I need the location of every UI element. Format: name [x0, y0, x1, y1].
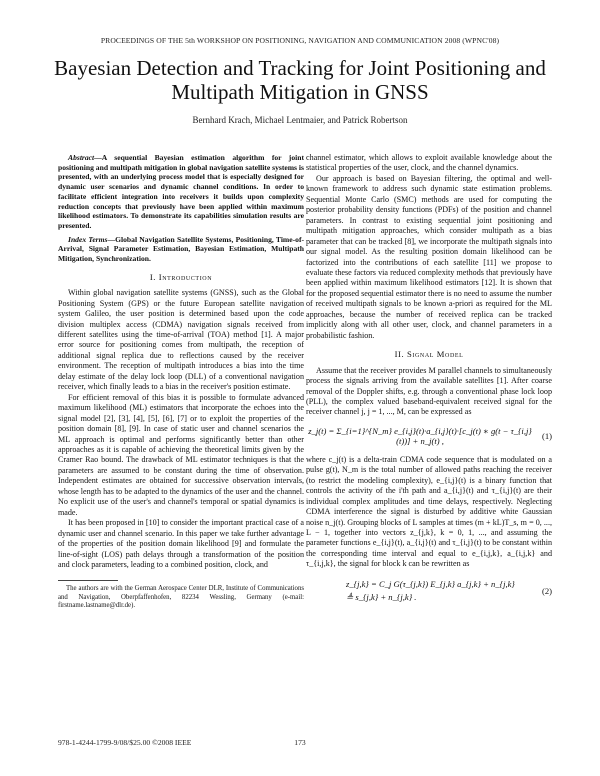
equation-2-line-1: z_{j,k} = C_j G(τ_{j,k}) E_{j,k} a_{j,k} + n_{j,k}	[346, 578, 515, 589]
equation-1	[306, 426, 552, 447]
proceedings-header: PROCEEDINGS OF THE 5th WORKSHOP ON POSITIONING, NAVIGATION AND COMMUNICATION 2008 (WPNC'08)	[100, 36, 500, 45]
model-paragraph-2: where c_j(t) is a delta-train CDMA code sequence that is modulated on a pulse g(t), N_m is the total number of allowed paths reaching the receiver (to restrict the modeling complexity), e_{i,j}(t) is a binary function that controls the activity of the i'th path and a_{i,j}(t) and τ_{i,j}(t) are their individual complex amplitudes and time delays, respectively. Neglecting CDMA interference the signal is disturbed by additive white Gaussian noise n_j(t). Grouping blocks of L samples at times (m + kL)T_s, m = 0, ..., L − 1, together into vectors z_{j,k}, k = 0, 1, ..., and assuming the parameter functions e_{i,j}(t), a_{i,j}(t) and τ_{i,j}(t) to be constant within the corresponding time interval and equal to e_{i,j,k}, a_{i,j,k} and τ_{i,j,k}, the signal for block k can be rewritten as	[306, 454, 552, 569]
equation-2-number: (2)	[541, 585, 552, 596]
model-paragraph-1: Assume that the receiver provides M parallel channels to simultaneously process the signals arriving from the available satellites [1]. After coarse removal of the Doppler shifts, e.g. through a conventional phase lock loop (PLL), the complex valued baseband-equivalent received signal for the receiver channel j, j = 1, ..., M, can be expressed as	[306, 365, 552, 417]
author-list: Bernhard Krach, Michael Lentmaier, and Patrick Robertson	[192, 115, 408, 125]
index-terms: Index Terms—Global Navigation Satellite Systems, Positioning, Time-of-Arrival, Signal Parameter Estimation, Bayesian Estimation, Multipath Mitigation, Synchronization.	[58, 234, 305, 264]
left-column	[58, 153, 304, 611]
intro-paragraph-2: For efficient removal of this bias it is possible to formulate advanced maximum likelihood (ML) estimators that incorporate the echoes into the signal model [2], [3], [4], [5], [6], [7] or to exploit the properties of the position domain [8], [9]. In case of static user and channel scenarios the ML approach is optimal and performs significantly better than other approaches as it is capable of achieving the theoretical limits given by the Cramer Rao bound. The drawback of ML estimator techniques is that the parameters are assumed to be constant during the time of observation. Independent estimates are obtained for successive observation intervals, whose length has to be adapted to the dynamics of the user and the channel. No explicit use of the user's and channel's temporal or spatial dynamics is made.	[58, 392, 304, 517]
copyright-line: 978-1-4244-1799-9/08/$25.00 ©2008 IEEE	[58, 738, 192, 747]
page-number: 173	[294, 738, 306, 747]
equation-2	[306, 578, 552, 604]
intro-paragraph-1: Within global navigation satellite systems (GNSS), such as the Global Positioning System (GPS) or the future European satellite navigation system Galileo, the user position is determined based upon the code division multiplex access (CDMA) navigation signals received from different satellites using the time-of-arrival (TOA) method [1]. A major error source for positioning comes from multipath, the reception of additional signal replica due to reflections caused by the receiver environment. The reception of multipath introduces a bias into the time delay estimate of the delay lock loop (DLL) of a conventional navigation receiver, which finally leads to a bias in the receiver's position estimate.	[58, 288, 304, 392]
section-signal-model-heading: II. Signal Model	[394, 349, 464, 360]
intro-paragraph-3: It has been proposed in [10] to consider the important practical case of a dynamic user and channel scenario. In this paper we take further advantage of the properties of the position domain likelihood [9] and formulate the line-of-sight (LOS) path delays through a transformation of the position and clock parameters, leading to a combined position, clock, and	[58, 518, 304, 569]
equation-1-body: z_j(t) = Σ_{i=1}^{N_m} e_{i,j}(t)·a_{i,j}(t)·[c_j(t) ∗ g(t − τ_{i,j}(t))] + n_j(t) ,	[308, 425, 532, 447]
section-introduction-heading: I. Introduction	[149, 271, 213, 282]
paper-title: Bayesian Detection and Tracking for Joint Positioning and Multipath Mitigation in GNSS	[54, 56, 546, 104]
index-terms-text: Global Navigation Satellite Systems, Positioning, Time-of-Arrival, Signal Parameter Estimation, Bayesian Estimation, Multipath Mitigation, Synchronization.	[58, 234, 305, 264]
right-column	[306, 153, 552, 612]
abstract-text: A sequential Bayesian estimation algorithm for joint positioning and multipath mitigation in global navigation satellite systems is presented, with an underlying process model that is especially designed for dynamic user scenarios and dynamic channel conditions. In order to facilitate efficient integration into receivers it builds upon complexity reduction concepts that previously have been applied within maximum likelihood estimators. To demonstrate its capabilities simulation results are presented.	[58, 153, 304, 230]
abstract: Abstract—A sequential Bayesian estimation algorithm for joint positioning and multipath mitigation in global navigation satellite systems is presented, with an underlying process model that is especially designed for dynamic user scenarios and dynamic channel conditions. In order to facilitate efficient integration into receivers it builds upon complexity reduction concepts that previously have been applied within maximum likelihood estimators. To demonstrate its capabilities simulation results are presented.	[58, 153, 304, 230]
abstract-label: Abstract	[68, 153, 95, 162]
footnote-divider	[58, 580, 118, 581]
right-paragraph-approach: Our approach is based on Bayesian filtering, the optimal and well-known framework to address such dynamic state estimation problems. Sequential Monte Carlo (SMC) methods are used for computing the posterior probability density functions (PDFs) of the position and channel parameters. In contrast to existing sequential joint positioning and multipath mitigation approaches, which consider multipath as a bias parameter that can be tracked [8], we incorporate the multipath signals into our signal model. As the resulting position domain likelihood can be factorized into the contributions of each satellite [11] we propose to evaluate these factors via reduced complexity methods that previously have been applied within maximum likelihood estimators [12]. It is shown that for the proposed sequential estimator there is no need to assume the number of received multipath signals to be known a-priori as required for the ML approaches, because the number of received replica can be tracked implicitly along with all other user, clock, and channel parameters in a probabilistic fashion.	[306, 173, 552, 340]
author-footnote: The authors are with the German Aerospace Center DLR, Institute of Communications and Navigation, Oberpfaffenhofen, 82234 Wessling, Germany (e-mail: firstname.lastname@dlr.de).	[58, 585, 304, 610]
equation-1-number: (1)	[541, 431, 552, 442]
index-terms-label: Index Terms	[68, 234, 108, 244]
equation-2-line-2: ≜ s_{j,k} + n_{j,k} .	[346, 591, 417, 602]
right-paragraph-continued: channel estimator, which allows to exploit available knowledge about the statistical properties of the user, clock, and the channel dynamics.	[306, 153, 552, 173]
equation-2-body	[306, 578, 534, 604]
